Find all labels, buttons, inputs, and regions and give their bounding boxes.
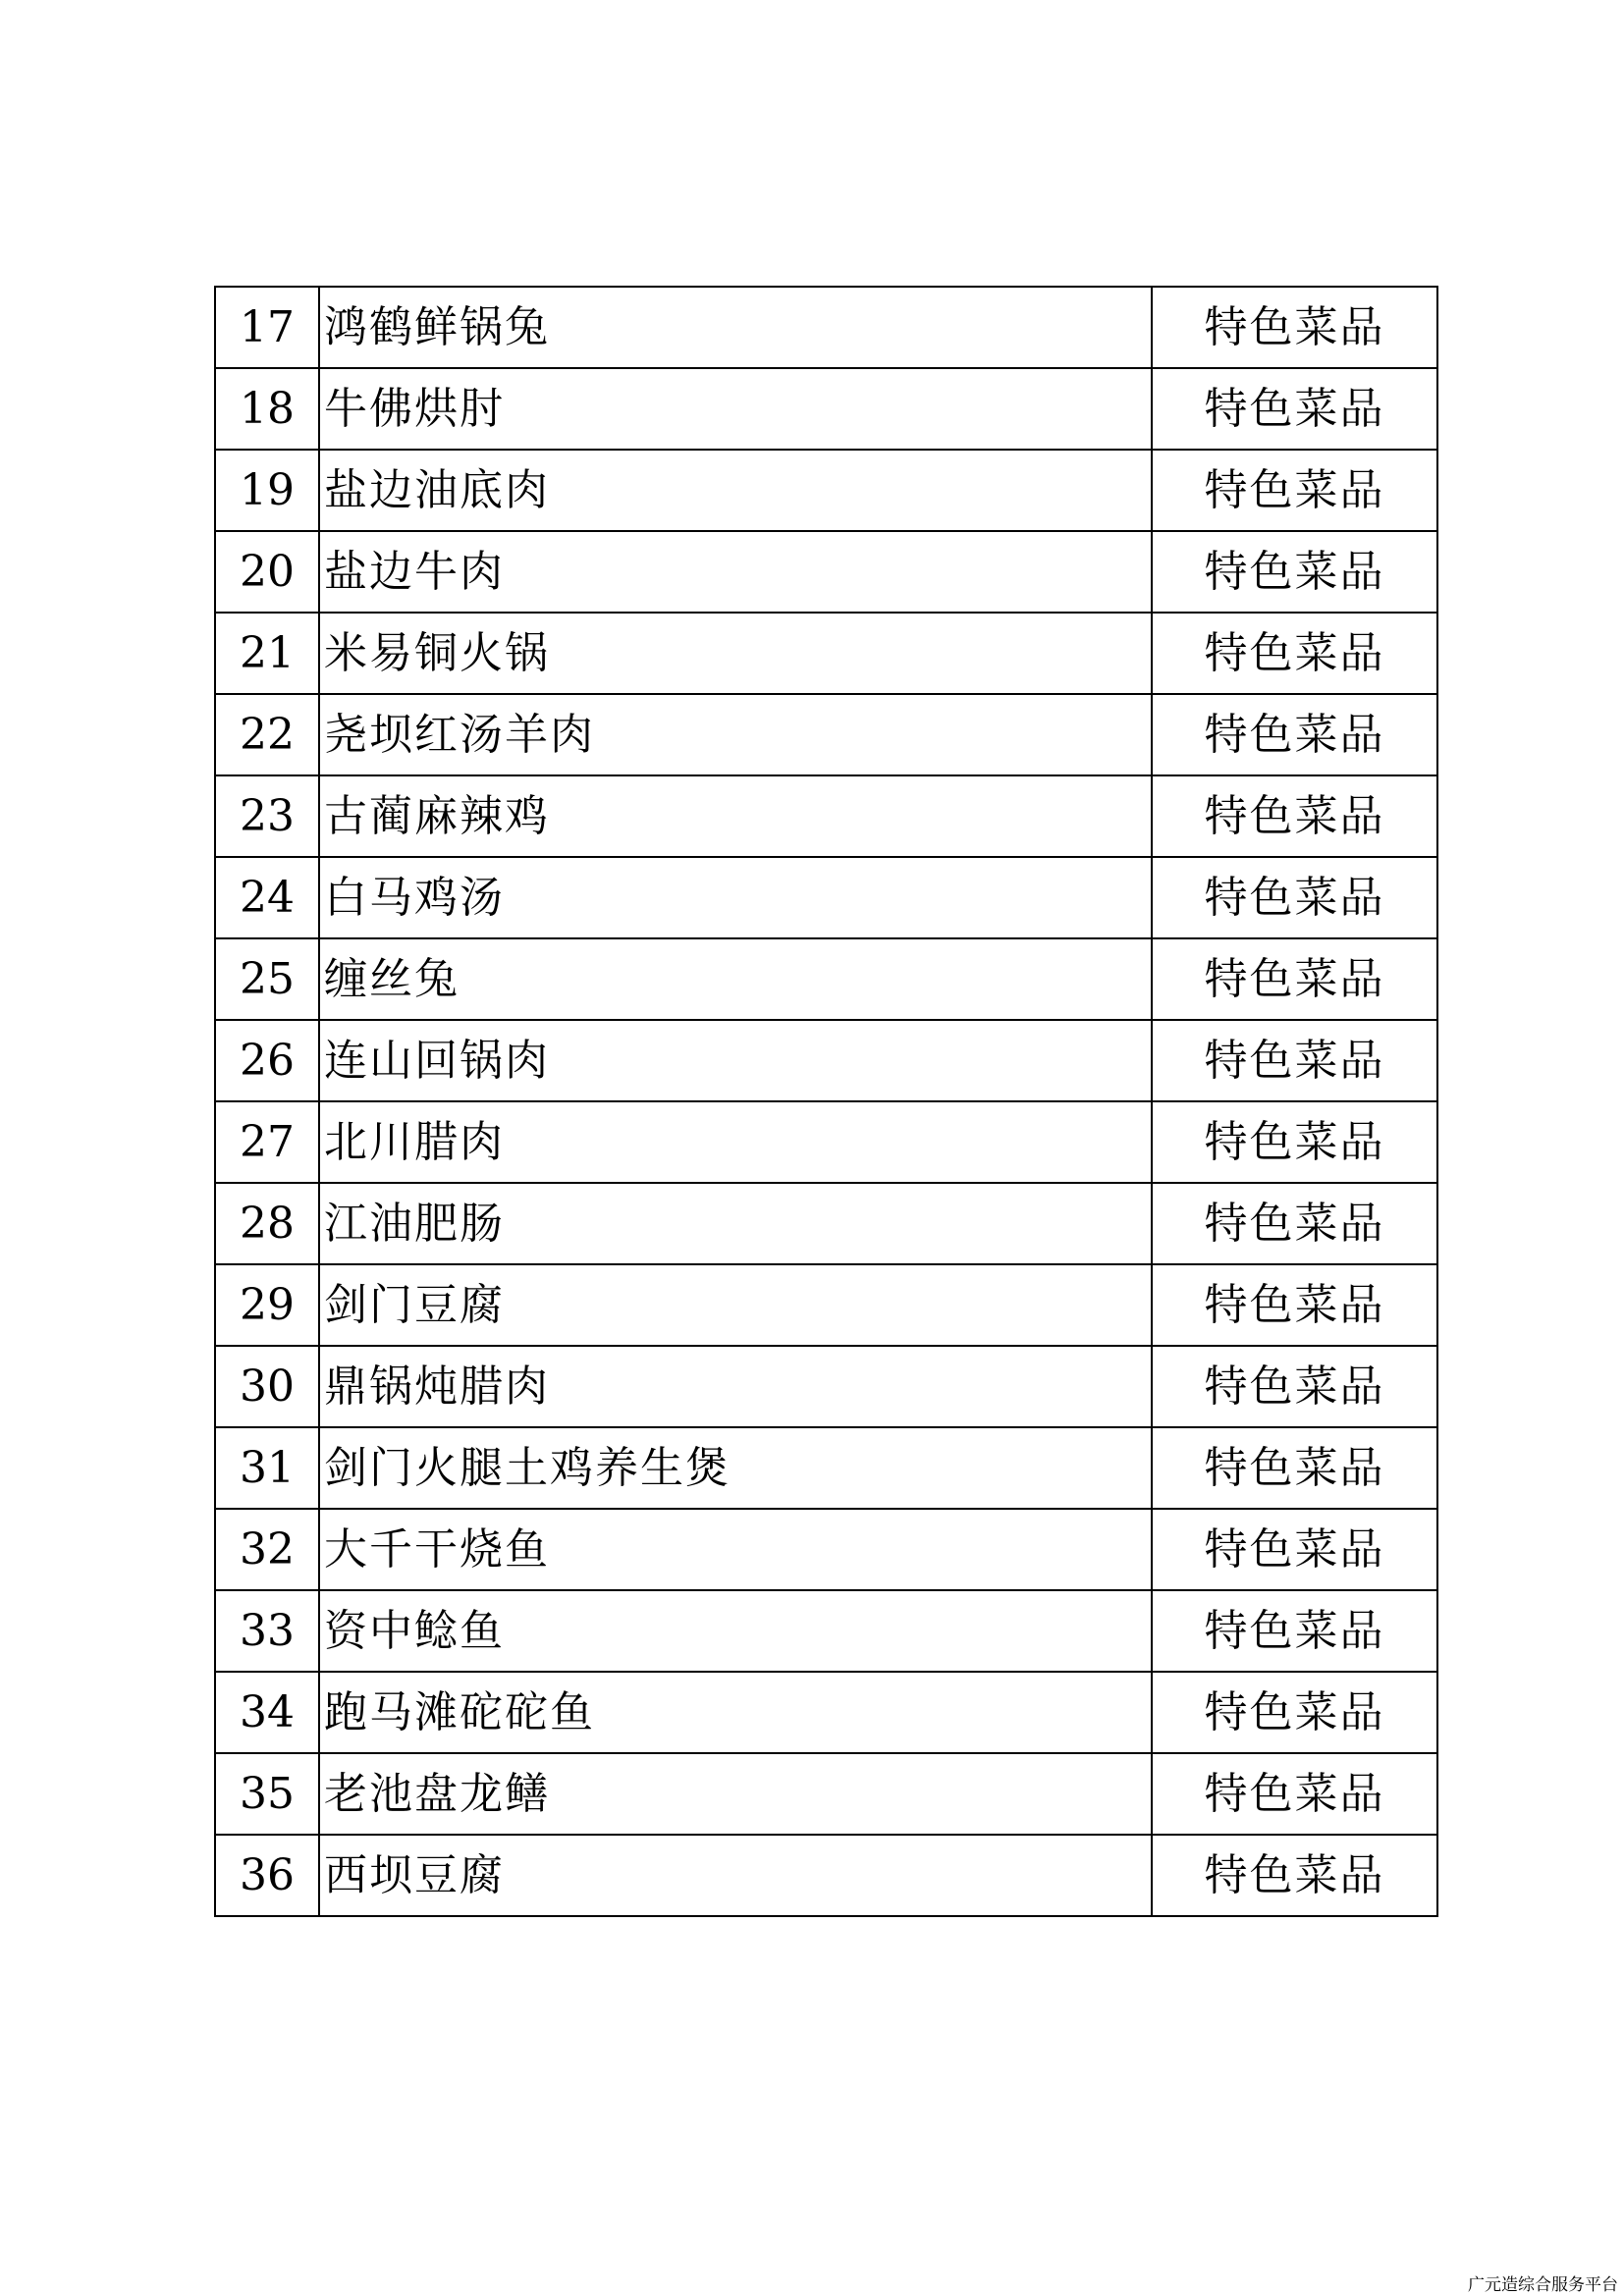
row-number-cell: 18 — [215, 368, 319, 450]
row-number-cell: 23 — [215, 775, 319, 857]
category-cell: 特色菜品 — [1152, 1590, 1437, 1672]
row-number-cell: 35 — [215, 1753, 319, 1835]
category-cell: 特色菜品 — [1152, 694, 1437, 775]
dish-name-cell: 资中鲶鱼 — [319, 1590, 1152, 1672]
footer-platform-label: 广元造综合服务平台 — [1468, 2275, 1618, 2295]
table-row — [215, 857, 1437, 938]
row-number-cell: 19 — [215, 450, 319, 531]
category-cell: 特色菜品 — [1152, 613, 1437, 694]
category-cell: 特色菜品 — [1152, 368, 1437, 450]
dish-name-cell: 米易铜火锅 — [319, 613, 1152, 694]
table-row — [215, 368, 1437, 450]
dish-name-cell: 老池盘龙鳝 — [319, 1753, 1152, 1835]
row-number-cell: 32 — [215, 1509, 319, 1590]
dish-name-cell: 盐边油底肉 — [319, 450, 1152, 531]
category-cell: 特色菜品 — [1152, 450, 1437, 531]
table-row — [215, 1183, 1437, 1264]
row-number-cell: 29 — [215, 1264, 319, 1346]
dish-name-cell: 古蔺麻辣鸡 — [319, 775, 1152, 857]
table-row — [215, 1672, 1437, 1753]
category-cell: 特色菜品 — [1152, 857, 1437, 938]
category-cell: 特色菜品 — [1152, 1509, 1437, 1590]
category-cell: 特色菜品 — [1152, 1101, 1437, 1183]
dish-name-cell: 大千干烧鱼 — [319, 1509, 1152, 1590]
row-number-cell: 22 — [215, 694, 319, 775]
row-number-cell: 26 — [215, 1020, 319, 1101]
dish-name-cell: 江油肥肠 — [319, 1183, 1152, 1264]
row-number-cell: 25 — [215, 938, 319, 1020]
row-number-cell: 33 — [215, 1590, 319, 1672]
category-cell: 特色菜品 — [1152, 1427, 1437, 1509]
category-cell: 特色菜品 — [1152, 1835, 1437, 1916]
table-row — [215, 287, 1437, 368]
table-row — [215, 1020, 1437, 1101]
row-number-cell: 34 — [215, 1672, 319, 1753]
table-row — [215, 1590, 1437, 1672]
dish-name-cell: 白马鸡汤 — [319, 857, 1152, 938]
category-cell: 特色菜品 — [1152, 287, 1437, 368]
category-cell: 特色菜品 — [1152, 938, 1437, 1020]
dish-name-cell: 鼎锅炖腊肉 — [319, 1346, 1152, 1427]
dish-name-cell: 跑马滩砣砣鱼 — [319, 1672, 1152, 1753]
table-row — [215, 1509, 1437, 1590]
dish-list-table — [214, 286, 1438, 1917]
dish-name-cell: 缠丝兔 — [319, 938, 1152, 1020]
category-cell: 特色菜品 — [1152, 1020, 1437, 1101]
dish-name-cell: 连山回锅肉 — [319, 1020, 1152, 1101]
category-cell: 特色菜品 — [1152, 1672, 1437, 1753]
table-row — [215, 1427, 1437, 1509]
row-number-cell: 20 — [215, 531, 319, 613]
dish-name-cell: 北川腊肉 — [319, 1101, 1152, 1183]
table-row — [215, 1264, 1437, 1346]
table-row — [215, 775, 1437, 857]
table-row — [215, 1346, 1437, 1427]
table-row — [215, 613, 1437, 694]
row-number-cell: 28 — [215, 1183, 319, 1264]
dish-name-cell: 鸿鹤鲜锅兔 — [319, 287, 1152, 368]
row-number-cell: 21 — [215, 613, 319, 694]
dish-name-cell: 牛佛烘肘 — [319, 368, 1152, 450]
row-number-cell: 30 — [215, 1346, 319, 1427]
row-number-cell: 17 — [215, 287, 319, 368]
category-cell: 特色菜品 — [1152, 531, 1437, 613]
table-row — [215, 1835, 1437, 1916]
dish-name-cell: 尧坝红汤羊肉 — [319, 694, 1152, 775]
dish-name-cell: 西坝豆腐 — [319, 1835, 1152, 1916]
dish-name-cell: 剑门火腿土鸡养生煲 — [319, 1427, 1152, 1509]
category-cell: 特色菜品 — [1152, 1183, 1437, 1264]
table-row — [215, 694, 1437, 775]
table-row — [215, 1753, 1437, 1835]
category-cell: 特色菜品 — [1152, 775, 1437, 857]
dish-name-cell: 盐边牛肉 — [319, 531, 1152, 613]
row-number-cell: 27 — [215, 1101, 319, 1183]
category-cell: 特色菜品 — [1152, 1346, 1437, 1427]
row-number-cell: 36 — [215, 1835, 319, 1916]
table-row — [215, 531, 1437, 613]
row-number-cell: 24 — [215, 857, 319, 938]
table-row — [215, 938, 1437, 1020]
row-number-cell: 31 — [215, 1427, 319, 1509]
table-row — [215, 1101, 1437, 1183]
category-cell: 特色菜品 — [1152, 1753, 1437, 1835]
category-cell: 特色菜品 — [1152, 1264, 1437, 1346]
dish-name-cell: 剑门豆腐 — [319, 1264, 1152, 1346]
table-row — [215, 450, 1437, 531]
dish-list-body — [215, 287, 1437, 1916]
